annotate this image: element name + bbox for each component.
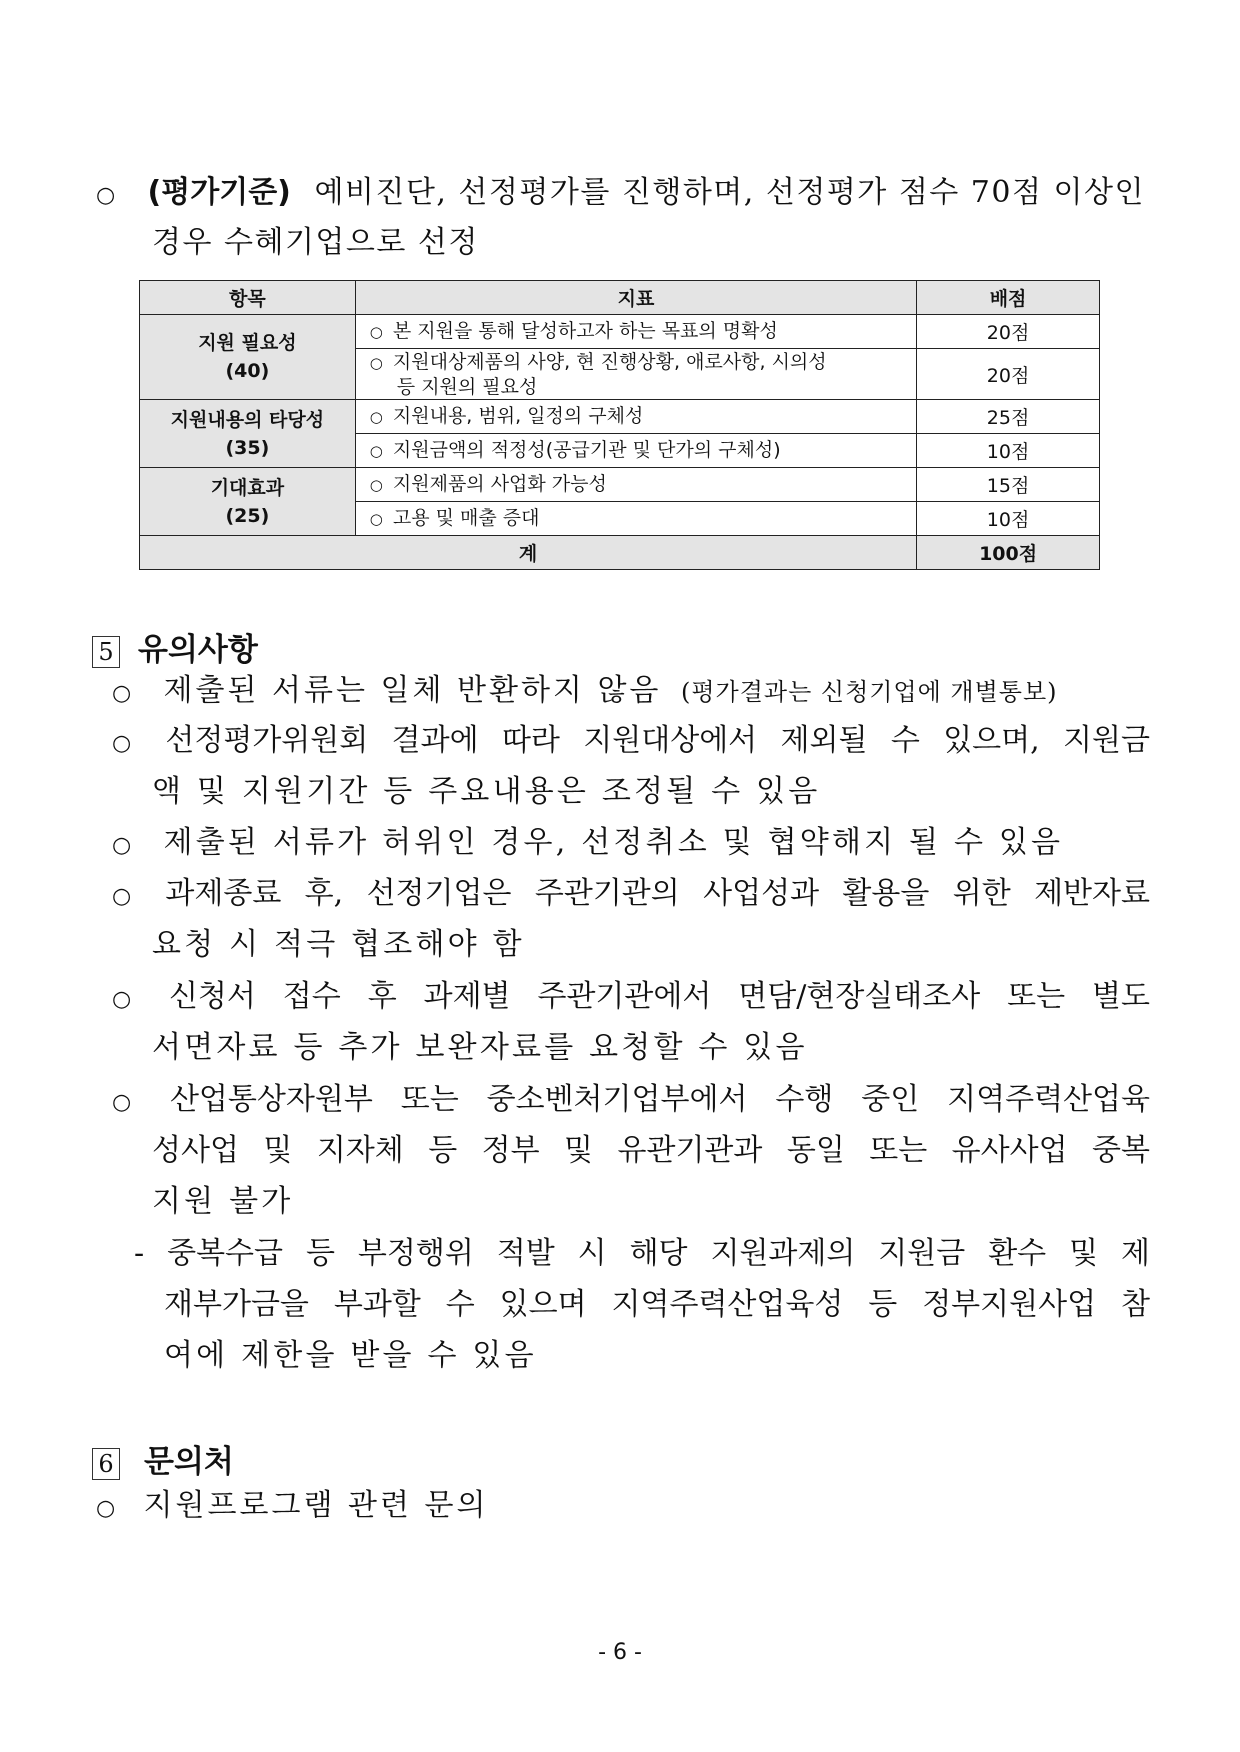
note-subitem-cont: 재부가금을 부과할 수 있으며 지역주력산업육성 등 정부지원사업 참 [164,1287,1150,1322]
section-number-box: 6 [92,1448,120,1480]
page-number: - 6 - [598,1640,642,1665]
note-subitem-cont2: 여에 제한을 받을 수 있음 [164,1338,537,1373]
indicator-cell [355,349,916,400]
note-item-5-cont: 서면자료 등 추가 보완자료를 요청할 수 있음 [152,1030,808,1065]
note-text: 제출된 서류가 허위인 경우, 선정취소 및 협약해지 될 수 있음 [163,825,1064,860]
note-item-2-cont: 액 및 지원기간 등 주요내용은 조정될 수 있음 [152,774,821,809]
note-item-4 [112,877,1150,914]
category-weight: (40) [225,360,270,382]
contact-text: 지원프로그램 관련 문의 [143,1488,489,1523]
category-effect [140,468,356,536]
category-weight: (35) [225,436,270,459]
note-item-6 [112,1083,1150,1120]
category-necessity [140,315,356,400]
indicator-cell [355,400,916,434]
category-weight: (25) [225,504,270,527]
circle-bullet-icon: ○ [96,1496,116,1521]
section-5-heading [92,624,258,669]
indicator-cell [355,468,916,502]
note-subitem [134,1237,1150,1271]
section-number-box: 5 [92,636,120,668]
note-text: 제출된 서류는 일체 반환하지 않음 [163,673,662,708]
indicator-text: 지원제품의 사업화 가능성 [392,473,607,495]
total-label: 계 [140,536,917,570]
criteria-label: (평가기준) [147,175,291,210]
circle-bullet-icon: ○ [112,1090,132,1115]
score-cell: 20점 [917,315,1100,349]
header-indicator: 지표 [355,281,916,315]
circle-bullet-icon: ○ [112,884,132,909]
note-item-2 [112,724,1150,761]
section-title: 유의사항 [138,632,258,668]
indicator-text: 지원대상제품의 사양, 현 진행상황, 애로사항, 시의성 [392,350,827,373]
note-text: 산업통상자원부 또는 중소벤처기업부에서 수행 중인 지역주력산업육 [169,1082,1150,1117]
note-text: 신청서 접수 후 과제별 주관기관에서 면담/현장실태조사 또는 별도 [168,979,1150,1014]
criteria-line-1 [96,175,1145,213]
dash-bullet: - [134,1236,145,1271]
score-cell: 10점 [917,434,1100,468]
circle-bullet-icon: ○ [112,833,132,858]
score-cell: 15점 [917,468,1100,502]
circle-bullet-icon: ○ [369,442,383,460]
table-row [140,400,1100,434]
score-cell: 10점 [917,502,1100,536]
indicator-cell [355,502,916,536]
indicator-text: 고용 및 매출 증대 [392,507,540,529]
note-item-4-cont: 요청 시 적극 협조해야 함 [152,927,525,962]
section-title: 문의처 [144,1444,234,1480]
contact-item-1 [96,1489,488,1526]
circle-bullet-icon: ○ [369,408,383,426]
indicator-text: 본 지원을 통해 달성하고자 하는 목표의 명확성 [392,320,778,342]
indicator-cell [355,315,916,349]
score-cell: 25점 [917,400,1100,434]
category-name: 기대효과 [210,476,285,499]
indicator-text-cont: 등 지원의 필요성 [396,375,538,398]
circle-bullet-icon: ○ [369,353,383,372]
section-6-heading [92,1436,234,1481]
note-text: 선정평가위원회 결과에 따라 지원대상에서 제외될 수 있으며, 지원금 [165,723,1150,758]
category-name: 지원 필요성 [198,332,297,354]
indicator-cell [355,434,916,468]
criteria-text-1: 예비진단, 선정평가를 진행하며, 선정평가 점수 70점 이상인 [314,175,1145,210]
header-item: 항목 [140,281,356,315]
note-item-3 [112,826,1063,863]
circle-bullet-icon: ○ [112,731,132,756]
note-subtext: (평가결과는 신청기업에 개별통보) [680,678,1058,706]
note-text: 과제종료 후, 선정기업은 주관기관의 사업성과 활용을 위한 제반자료 [165,876,1150,911]
indicator-text: 지원내용, 범위, 일정의 구체성 [392,405,644,427]
category-validity [140,400,356,468]
criteria-line-2: 경우 수혜기업으로 선정 [152,225,479,260]
category-name: 지원내용의 타당성 [170,408,325,431]
note-item-5 [112,980,1150,1017]
total-score: 100점 [917,536,1100,570]
circle-bullet-icon: ○ [112,987,132,1012]
note-text: 중복수급 등 부정행위 적발 시 해당 지원과제의 지원금 환수 및 제 [167,1236,1150,1271]
score-cell: 20점 [917,349,1100,400]
note-item-6-cont: 성사업 및 지자체 등 정부 및 유관기관과 동일 또는 유사사업 중복 [152,1133,1150,1168]
note-item-1 [112,674,1058,711]
evaluation-table [139,280,1100,570]
circle-bullet-icon: ○ [112,681,132,706]
indicator-text: 지원금액의 적정성(공급기관 및 단가의 구체성) [392,439,781,461]
circle-bullet-icon: ○ [369,323,383,341]
note-item-6-cont2: 지원 불가 [152,1184,294,1219]
table-row [140,315,1100,349]
table-total-row [140,536,1100,570]
table-row [140,468,1100,502]
circle-bullet-icon: ○ [369,510,383,528]
circle-bullet-icon: ○ [369,476,383,494]
circle-bullet-icon: ○ [96,183,116,208]
table-header-row [140,281,1100,315]
header-score: 배점 [917,281,1100,315]
